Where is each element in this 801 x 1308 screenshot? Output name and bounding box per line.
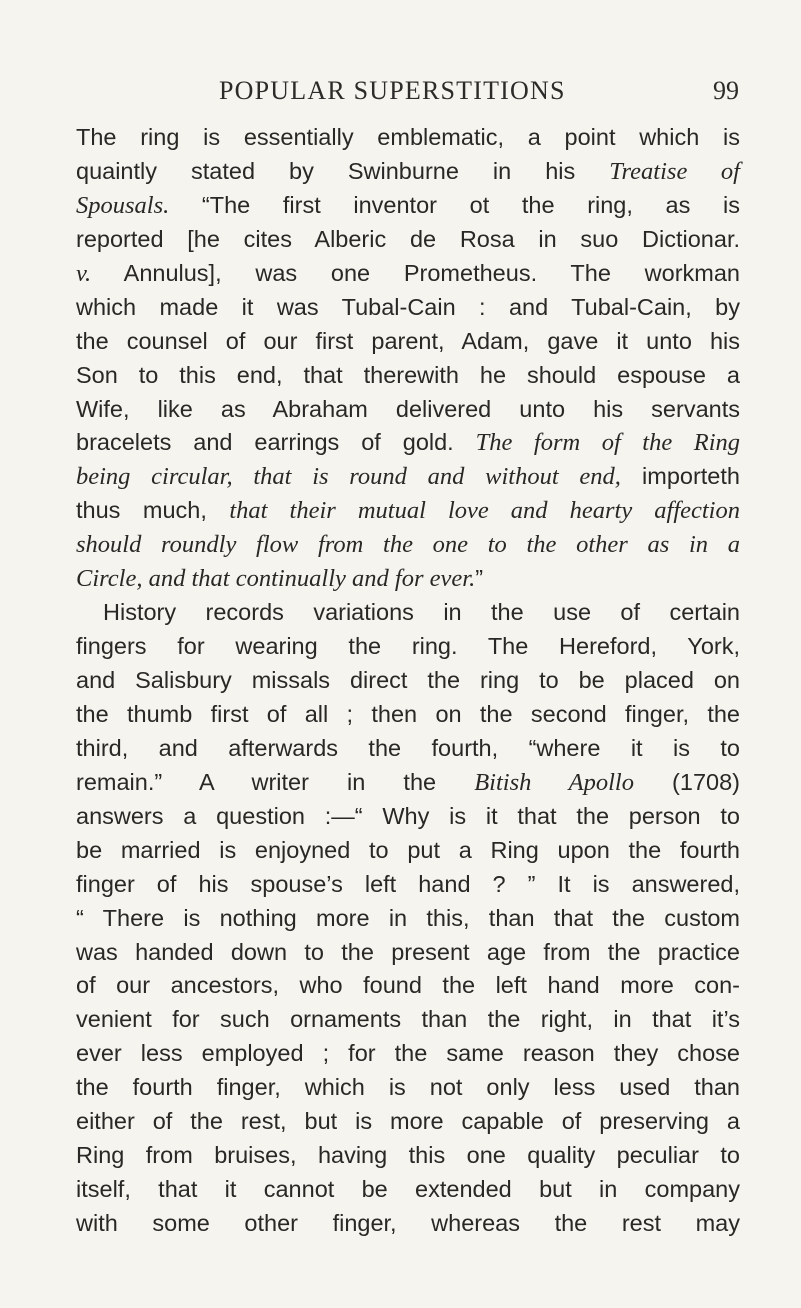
text-line [76,664,740,698]
text-segment: the thumb first of all ; then on the second finger, the [76,700,740,727]
running-head [219,76,739,110]
italic-text: Bitish Apollo [474,768,634,796]
text-line [76,596,740,630]
body-text [76,121,740,1241]
text-line [76,732,740,766]
text-segment: itself, that it cannot be extended but in company [76,1176,740,1203]
text-line [76,393,740,427]
text-segment: Annulus], was one Prometheus. The workman [91,259,740,286]
text-segment: remain.” A writer in the [76,768,475,795]
text-line [76,257,740,291]
text-segment: reported [he cites Alberic de Rosa in suo Dictionar. [76,225,740,252]
text-line [76,1207,740,1241]
text-line [76,766,740,800]
text-segment: ” [475,565,484,592]
text-line [76,155,740,189]
text-segment: quaintly stated by Swinburne in his [76,157,610,184]
text-segment: fingers for wearing the ring. The Hereford, York, [76,633,740,660]
text-line [76,902,740,936]
text-segment: bracelets and earrings of gold. [76,429,476,456]
text-segment: Ring from bruises, having this one quality peculiar to [76,1142,740,1169]
text-segment: ever less employed ; for the same reason they chose [76,1040,740,1067]
text-line [76,1037,740,1071]
italic-text: Spousals. [76,191,170,219]
text-line [76,426,740,460]
text-segment: the fourth finger, which is not only less used than [76,1074,740,1101]
text-line [76,936,740,970]
text-line [76,460,740,494]
running-title: POPULAR SUPERSTITIONS [219,76,566,105]
text-line [76,834,740,868]
text-line [76,868,740,902]
text-line [76,223,740,257]
text-line [76,189,740,223]
italic-text: Treatise of [609,157,740,185]
text-line [76,1173,740,1207]
text-segment: either of the rest, but is more capable of preserving a [76,1108,740,1135]
text-segment: Wife, like as Abraham delivered unto his servants [76,395,740,422]
page-number: 99 [713,76,739,105]
italic-text: Circle, and that continually and for ever. [76,565,476,593]
text-segment: The ring is essentially emblematic, a point which is [76,124,740,150]
text-line [76,1003,740,1037]
text-line [76,698,740,732]
text-segment: which made it was Tubal-Cain : and Tubal-Cain, by [76,293,740,320]
text-line [76,562,740,596]
text-line [76,494,740,528]
text-segment: was handed down to the present age from the practice [76,938,740,965]
text-segment: “The first inventor ot the ring, as is [169,191,740,218]
text-line [76,528,740,562]
text-segment: History records variations in the use of certain [103,599,740,626]
text-line [76,325,740,359]
text-line [76,1071,740,1105]
text-segment: the counsel of our first parent, Adam, gave it unto his [76,327,740,354]
italic-text: that their mutual love and hearty affection [229,497,740,525]
text-segment: thus much, [76,497,230,524]
text-segment: “ There is nothing more in this, than that the custom [76,904,740,931]
italic-text: The form of the Ring [475,429,741,457]
text-line [76,121,740,155]
text-segment: (1708) [633,768,740,795]
text-line [76,1139,740,1173]
text-segment: with some other finger, whereas the rest may [76,1210,740,1236]
text-line [76,969,740,1003]
italic-text: should roundly flow from the one to the other as in a [76,531,740,559]
italic-text: being circular, that is round and without end, [76,463,621,491]
text-segment: venient for such ornaments than the right, in that it’s [76,1006,740,1033]
text-segment: third, and afterwards the fourth, “where it is to [76,734,740,761]
text-line [76,291,740,325]
text-line [76,800,740,834]
text-line [76,359,740,393]
text-segment: be married is enjoyned to put a Ring upon the fourth [76,836,740,863]
text-segment: Son to this end, that therewith he should espouse a [76,361,740,388]
italic-text: v. [76,259,92,287]
text-line [76,1105,740,1139]
text-segment: answers a question :—“ Why is it that the person to [76,802,740,829]
text-segment: and Salisbury missals direct the ring to be placed on [76,667,740,693]
text-segment: finger of his spouse’s left hand ? ” It is answered, [76,870,740,897]
text-segment: of our ancestors, who found the left hand more con- [76,972,740,999]
text-line [76,630,740,664]
text-segment: importeth [620,463,740,490]
